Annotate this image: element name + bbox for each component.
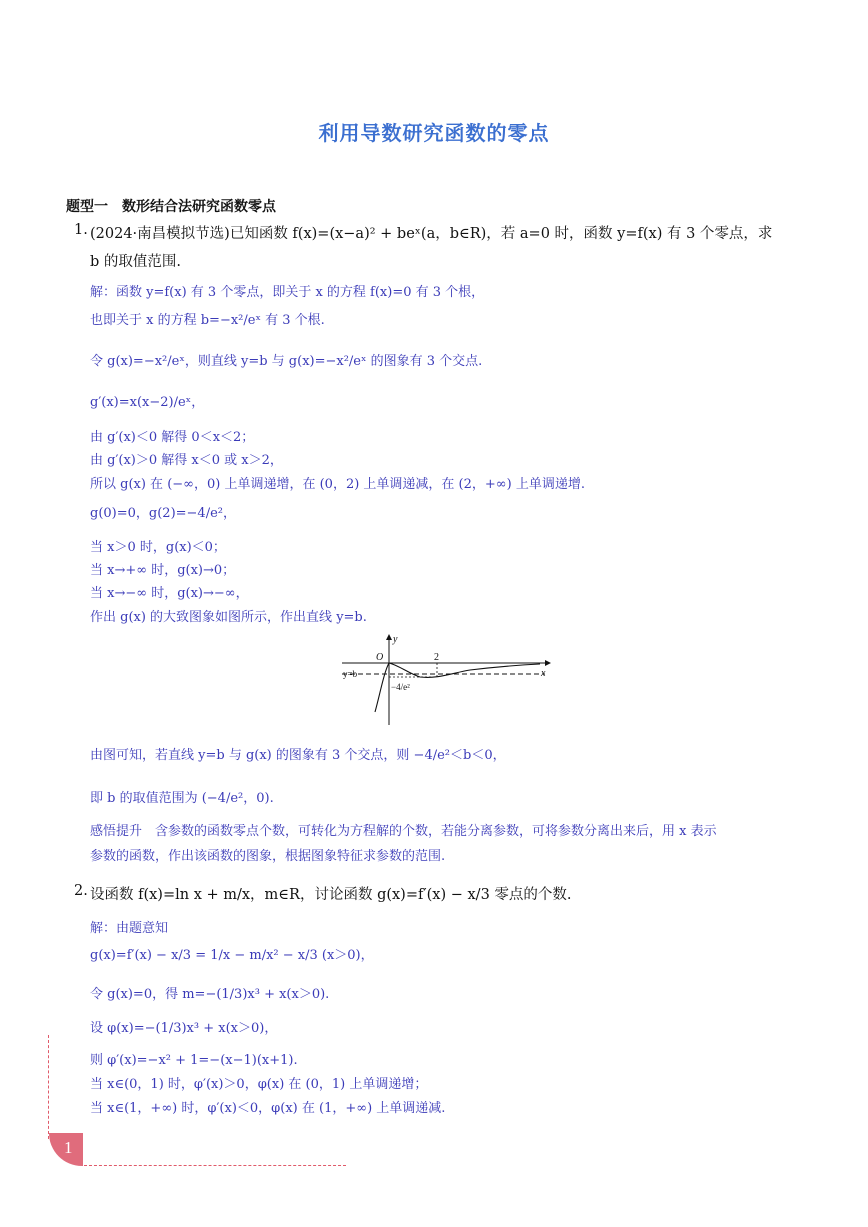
solution-1-line: 由 g′(x)＞0 解得 x＜0 或 x＞2， bbox=[90, 453, 283, 468]
page-title: 利用导数研究函数的零点 bbox=[318, 121, 550, 145]
solution-2-line: 解：由题意知 bbox=[90, 921, 169, 936]
solution-1-line: 也即关于 x 的方程 b=−x²/eˣ 有 3 个根. bbox=[90, 313, 325, 328]
solution-1-line: 所以 g(x) 在 (−∞，0) 上单调递增，在 (0，2) 上单调递减，在 (2，+∞) 上单调递增. bbox=[90, 477, 585, 492]
solution-1-line: 由 g′(x)＜0 解得 0＜x＜2； bbox=[90, 430, 255, 445]
page-border-dashed-horizontal bbox=[84, 1165, 346, 1166]
solution-1-line: 当 x＞0 时，g(x)＜0； bbox=[90, 540, 226, 555]
solution-2-line: g(x)=f′(x) − x/3 = 1/x − m/x² − x/3 (x＞0)， bbox=[90, 948, 374, 963]
solution-1-line: 解：函数 y=f(x) 有 3 个零点，即关于 x 的方程 f(x)=0 有 3 个根， bbox=[90, 285, 485, 300]
solution-2-line: 当 x∈(0，1) 时，φ′(x)＞0，φ(x) 在 (0，1) 上单调递增； bbox=[90, 1077, 428, 1092]
question-1-number: 1. bbox=[74, 222, 88, 238]
solution-1-conclusion: 由图可知，若直线 y=b 与 g(x) 的图象有 3 个交点，则 −4/e²＜b＜0， bbox=[90, 748, 506, 763]
question-2-number: 2. bbox=[74, 883, 88, 899]
x-axis-arrow bbox=[545, 660, 551, 666]
tick-label-2: 2 bbox=[434, 652, 439, 663]
line-label: y=b bbox=[343, 669, 358, 679]
insight-line: 感悟提升 含参数的函数零点个数，可转化为方程解的个数，若能分离参数，可将参数分离出来后，用 x 表示 bbox=[90, 824, 717, 839]
question-1-line-2: b 的取值范围. bbox=[90, 254, 181, 270]
solution-1-line: g′(x)=x(x−2)/eˣ， bbox=[90, 395, 205, 410]
solution-2-line: 设 φ(x)=−(1/3)x³ + x(x＞0)， bbox=[90, 1021, 278, 1036]
solution-2-line: 则 φ′(x)=−x² + 1=−(x−1)(x+1). bbox=[90, 1053, 298, 1068]
function-graph bbox=[340, 632, 552, 727]
solution-2-line: 当 x∈(1，+∞) 时，φ′(x)＜0，φ(x) 在 (1，+∞) 上单调递减. bbox=[90, 1101, 446, 1116]
section-heading: 题型一 数形结合法研究函数零点 bbox=[66, 199, 276, 215]
question-2-line-1: 设函数 f(x)=ln x + m/x，m∈R，讨论函数 g(x)=f′(x) − x/3 零点的个数. bbox=[90, 887, 572, 903]
min-value-label: −4/e² bbox=[391, 682, 410, 692]
insight-line: 参数的函数，作出该函数的图象，根据图象特征求参数的范围. bbox=[90, 849, 446, 864]
solution-1-line: 令 g(x)=−x²/eˣ，则直线 y=b 与 g(x)=−x²/eˣ 的图象有 3 个交点. bbox=[90, 354, 483, 369]
page-number: 1 bbox=[64, 1138, 73, 1157]
origin-label: O bbox=[376, 652, 384, 663]
solution-1-conclusion: 即 b 的取值范围为 (−4/e²，0). bbox=[90, 791, 274, 806]
y-axis-arrow bbox=[386, 634, 392, 640]
solution-1-line: 当 x→+∞ 时，g(x)→0； bbox=[90, 563, 236, 578]
solution-1-line: 当 x→−∞ 时，g(x)→−∞， bbox=[90, 586, 249, 601]
page-border-dashed-vertical bbox=[48, 1035, 49, 1139]
y-axis-label: y bbox=[393, 634, 398, 645]
solution-1-line: g(0)=0，g(2)=−4/e²， bbox=[90, 506, 236, 521]
solution-2-line: 令 g(x)=0，得 m=−(1/3)x³ + x(x＞0). bbox=[90, 987, 330, 1002]
x-axis-label: x bbox=[541, 668, 546, 679]
question-1-line-1: (2024·南昌模拟节选)已知函数 f(x)=(x−a)² + beˣ(a，b∈R)，若 a=0 时，函数 y=f(x) 有 3 个零点，求 bbox=[90, 226, 773, 242]
solution-1-line: 作出 g(x) 的大致图象如图所示，作出直线 y=b. bbox=[90, 610, 367, 625]
